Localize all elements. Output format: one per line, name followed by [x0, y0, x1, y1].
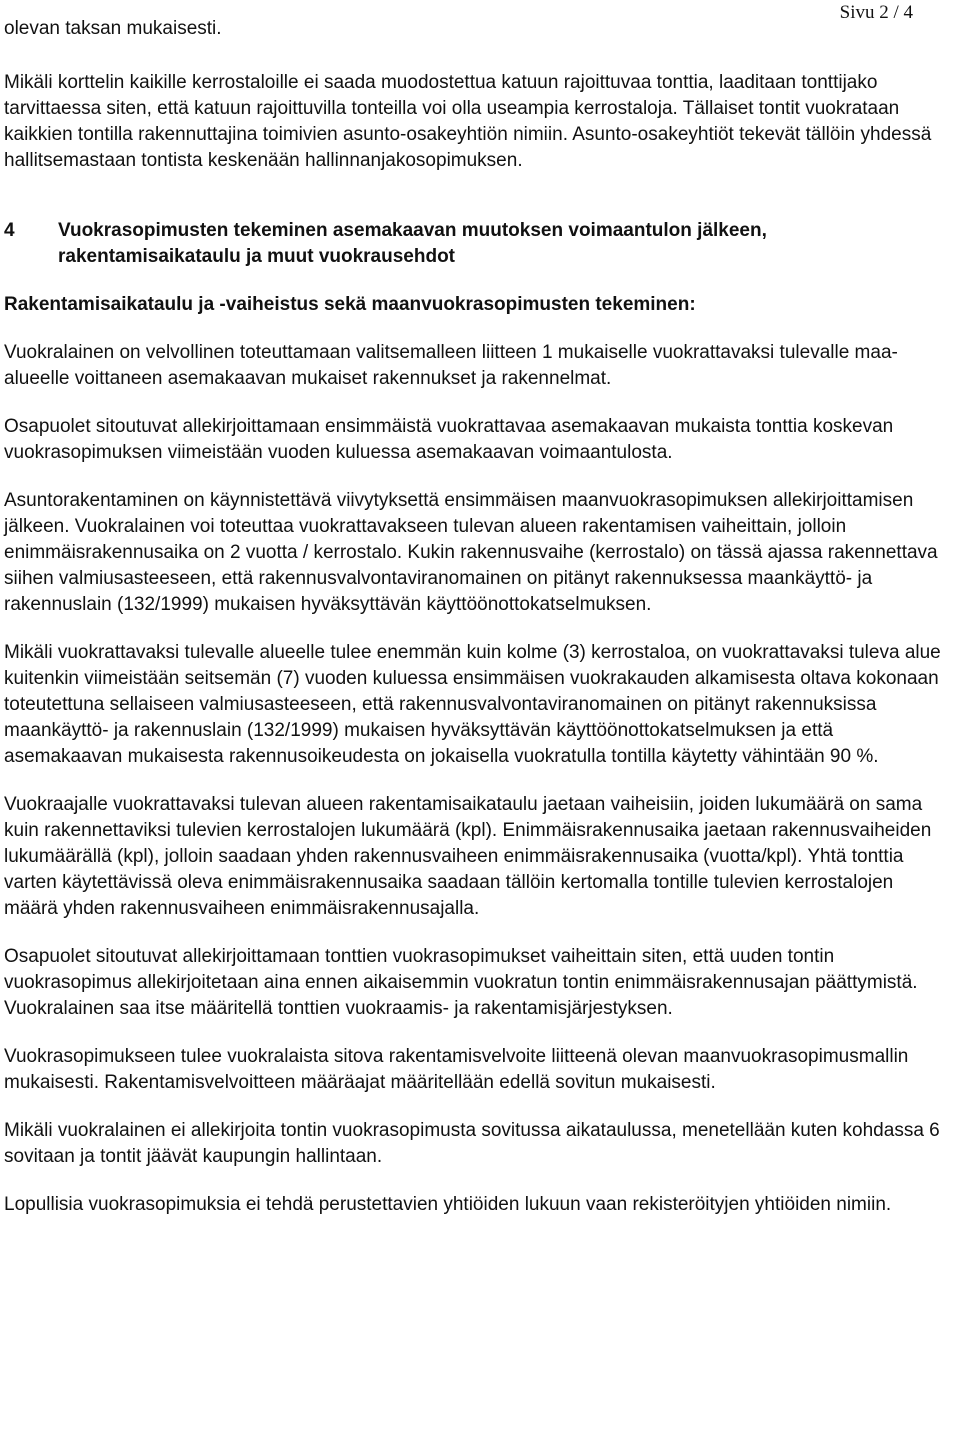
body-paragraph: Mikäli vuokralainen ei allekirjoita tontin vuokrasopimusta sovitussa aikataulussa, menetellään kuten kohdassa 6 sovitaan ja tontit jäävät kaupungin hallintaan.: [4, 1120, 940, 1167]
intro-paragraph: Mikäli korttelin kaikille kerrostaloille ei saada muodostettua katuun rajoittuvaa tonttia, laaditaan tonttijako tarvittaessa siten, että katuun rajoittuvilla tonteilla voi olla useampia kerrostaloja. Tällaiset tontit vuokrataan kaikkien tontilla rakennuttajina toimivien asunto-osakeyhtiön nimiin. Asunto-osakeyhtiöt tekevät tällöin yhdessä hallitsemastaan tontista keskenään hallinnanjakosopimuksen.: [4, 72, 932, 171]
section-number: 4: [4, 220, 15, 241]
body-paragraph: Osapuolet sitoutuvat allekirjoittamaan ensimmäistä vuokrattavaa asemakaavan mukaista tonttia koskevan vuokrasopimuksen viimeistään vuoden kuluessa asemakaavan voimaantulosta.: [4, 416, 894, 463]
section-title: Vuokrasopimusten tekeminen asemakaavan muutoksen voimaantulon jälkeen, rakentamisaikataulu ja muut vuokrausehdot: [58, 220, 767, 267]
body-paragraph: Vuokrasopimukseen tulee vuokralaista sitova rakentamisvelvoite liitteenä olevan maanvuokrasopimusmallin mukaisesti. Rakentamisvelvoitteen määräajat määritellään edellä sovitun mukaisesti.: [4, 1046, 909, 1093]
body-paragraph: Vuokraajalle vuokrattavaksi tulevan alueen rakentamisaikataulu jaetaan vaiheisiin, joiden lukumäärä on sama kuin rakennettaviksi tulevien kerrostalojen lukumäärä (kpl). Enimmäisrakennusaika jaetaan rakennusvaiheiden lukumäärällä (kpl), jolloin saadaan yhden rakennusvaiheen enimmäisrakennusaika (vuotta/kpl). Yhtä tonttia varten käytettävissä oleva enimmäisrakennusaika saadaan tällöin kertomalla tontille tulevien kerrostalojen määrä yhden rakennusvaiheen enimmäisrakennusajalla.: [4, 794, 932, 919]
document-body: [4, 70, 946, 1240]
page-number: Sivu 2 / 4: [839, 2, 913, 23]
subheading: Rakentamisaikataulu ja -vaiheistus sekä maanvuokrasopimusten tekeminen:: [4, 294, 696, 315]
section-heading: [4, 218, 946, 270]
body-paragraph: Lopullisia vuokrasopimuksia ei tehdä perustettavien yhtiöiden lukuun vaan rekisteröityjen yhtiöiden nimiin.: [4, 1194, 892, 1215]
body-paragraph: Vuokralainen on velvollinen toteuttamaan valitsemalleen liitteen 1 mukaiselle vuokrattavaksi tulevalle maa-alueelle voittaneen asemakaavan mukaiset rakennukset ja rakennelmat.: [4, 342, 898, 389]
body-paragraph: Mikäli vuokrattavaksi tulevalle alueelle tulee enemmän kuin kolme (3) kerrostaloa, on vuokrattavaksi tuleva alue kuitenkin viimeistään seitsemän (7) vuoden kuluessa ensimmäisen vuokrakauden alkamisesta oltava kokonaan toteutettuna sellaiseen valmiusasteeseen, että rakennusvalvontaviranomainen on pitänyt rakennuksissa maankäyttö- ja rakennuslain (132/1999) mukaisen hyväksyttävän käyttöönottokatselmuksen ja että asemakaavan mukaisesta rakennusoikeudesta on jokaisella vuokratulla tontilla käytetty vähintään 90 %.: [4, 642, 941, 767]
body-paragraph: Asuntorakentaminen on käynnistettävä viivytyksettä ensimmäisen maanvuokrasopimuksen allekirjoittamisen jälkeen. Vuokralainen voi toteuttaa vuokrattavakseen tulevan alueen rakentamisen vaiheittain, jolloin enimmäisrakennusaika on 2 vuotta / kerrostalo. Kukin rakennusvaihe (kerrostalo) on tässä ajassa rakennettava siihen valmiusasteeseen, että rakennusvalvontaviranomainen on pitänyt rakennuksessa maankäyttö- ja rakennuslain (132/1999) mukaisen hyväksyttävän käyttöönottokatselmuksen.: [4, 490, 938, 615]
body-paragraph: Osapuolet sitoutuvat allekirjoittamaan tonttien vuokrasopimukset vaiheittain siten, että uuden tontin vuokrasopimus allekirjoitetaan aina ennen aikaisemmin vuokratun tontin enimmäisrakennusajan päättymistä. Vuokralainen saa itse määritellä tonttien vuokraamis- ja rakentamisjärjestyksen.: [4, 946, 918, 1019]
continuation-text: olevan taksan mukaisesti.: [4, 18, 222, 39]
